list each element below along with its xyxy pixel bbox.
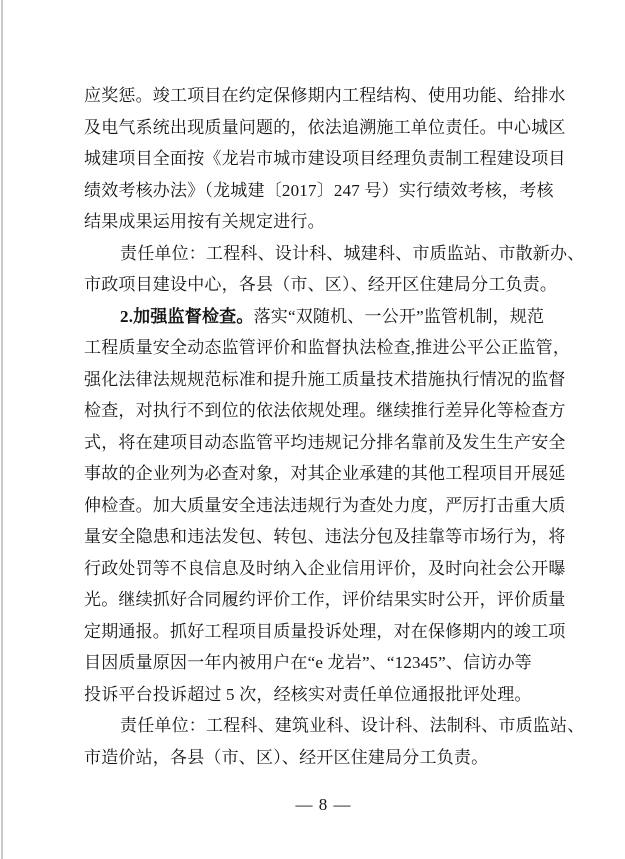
text-line: 市造价站，各县（市、区）、经开区住建局分工负责。 <box>84 747 489 767</box>
text-line: 行政处罚等不良信息及时纳入企业信用评价，及时向社会公开曝 <box>84 558 566 578</box>
text-line: 城建项目全面按《龙岩市城市建设项目经理负责制工程建设项目 <box>84 149 566 168</box>
text-line: 事故的企业列为必查对象，对其企业承建的其他工程项目开展延 <box>84 464 566 483</box>
text-line: 工程质量安全动态监管评价和监督执法检查,推进公平公正监管， <box>84 338 571 357</box>
text-line: 伸检查。加大质量安全违法违规行为查处力度，严厉打击重大质 <box>84 495 566 515</box>
page-number: — 8 — <box>295 795 352 814</box>
text-line: 应奖惩。竣工项目在约定保修期内工程结构、使用功能、给排水 <box>84 86 566 105</box>
text-line: 投诉平台投诉超过 5 次，经核实对责任单位通报批评处理。 <box>84 684 532 704</box>
scan-edge-line <box>1 0 3 859</box>
text-line: 式，将在建项目动态监管平均违规记分排名靠前及发生生产安全 <box>84 432 566 452</box>
text-line: 目因质量原因一年内被用户在“e 龙岩”、“12345”、信访办等 <box>84 653 532 672</box>
text-line: 强化法律法规规范标准和提升施工质量技术措施执行情况的监督 <box>84 369 566 389</box>
text-line: 检查，对执行不到位的依法依规处理。继续推行差异化等检查方 <box>84 401 566 420</box>
text-line-responsible-unit: 责任单位：工程科、设计科、城建科、市质监站、市散新办、 <box>120 243 585 263</box>
text-line: 绩效考核办法》（龙城建〔2017〕247 号）实行绩效考核，考核 <box>84 180 554 200</box>
text-line: 量安全隐患和违法发包、转包、违法分包及挂靠等市场行为，将 <box>84 527 566 546</box>
text-line-section-heading <box>84 301 584 333</box>
text-line: 市政项目建设中心，各县（市、区）、经开区住建局分工负责。 <box>84 275 558 294</box>
text-line: 光。继续抓好合同履约评价工作，评价结果实时公开，评价质量 <box>84 590 566 609</box>
section-heading-bold: 2.加强监督检查。 <box>120 306 254 326</box>
text-line: 结果成果运用按有关规定进行。 <box>84 212 325 231</box>
body-text <box>84 80 584 773</box>
section-heading-rest: 落实“双随机、一公开”监管机制，规范 <box>253 306 545 326</box>
text-line-responsible-unit: 责任单位：工程科、建筑业科、设计科、法制科、市质监站、 <box>120 716 585 735</box>
text-line: 定期通报。抓好工程项目质量投诉处理，对在保修期内的竣工项 <box>84 621 566 641</box>
text-line: 及电气系统出现质量问题的，依法追溯施工单位责任。中心城区 <box>84 117 566 137</box>
